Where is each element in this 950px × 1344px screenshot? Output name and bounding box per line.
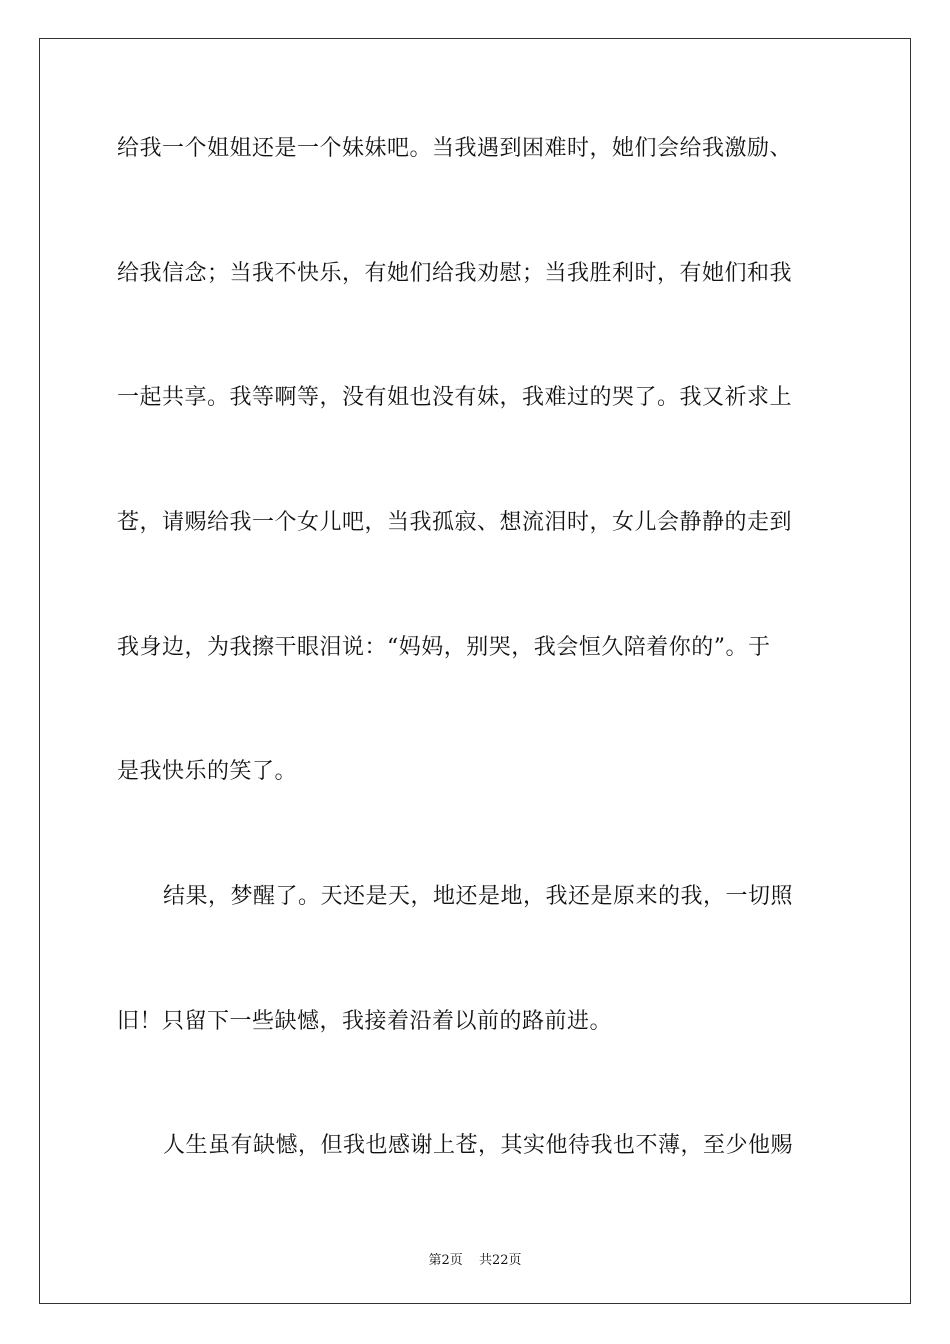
total-page-count: 共22页	[478, 1253, 522, 1268]
body-text-line: 结果，梦醒了。天还是天，地还是地，我还是原来的我，一切照	[163, 884, 794, 909]
body-text-line: 是我快乐的笑了。	[117, 759, 298, 784]
current-page-number: 第2页	[428, 1253, 463, 1268]
body-text-line: 旧！只留下一些缺憾，我接着沿着以前的路前进。	[117, 1009, 613, 1034]
page-footer	[0, 1249, 950, 1268]
body-text-line: 人生虽有缺憾，但我也感谢上苍，其实他待我也不薄，至少他赐	[163, 1133, 794, 1158]
body-text-line: 给我一个姐姐还是一个妹妹吧。当我遇到困难时，她们会给我激励、	[117, 136, 793, 161]
body-text-line: 给我信念；当我不快乐，有她们给我劝慰；当我胜利时，有她们和我	[117, 261, 793, 286]
body-text-line: 苍，请赐给我一个女儿吧，当我孤寂、想流泪时，女儿会静静的走到	[117, 510, 793, 535]
body-text-line: 我身边，为我擦干眼泪说：“妈妈，别哭，我会恒久陪着你的”。于	[117, 635, 771, 660]
body-text-line: 一起共享。我等啊等，没有姐也没有妹，我难过的哭了。我又祈求上	[117, 385, 793, 410]
page-border	[39, 38, 911, 1304]
